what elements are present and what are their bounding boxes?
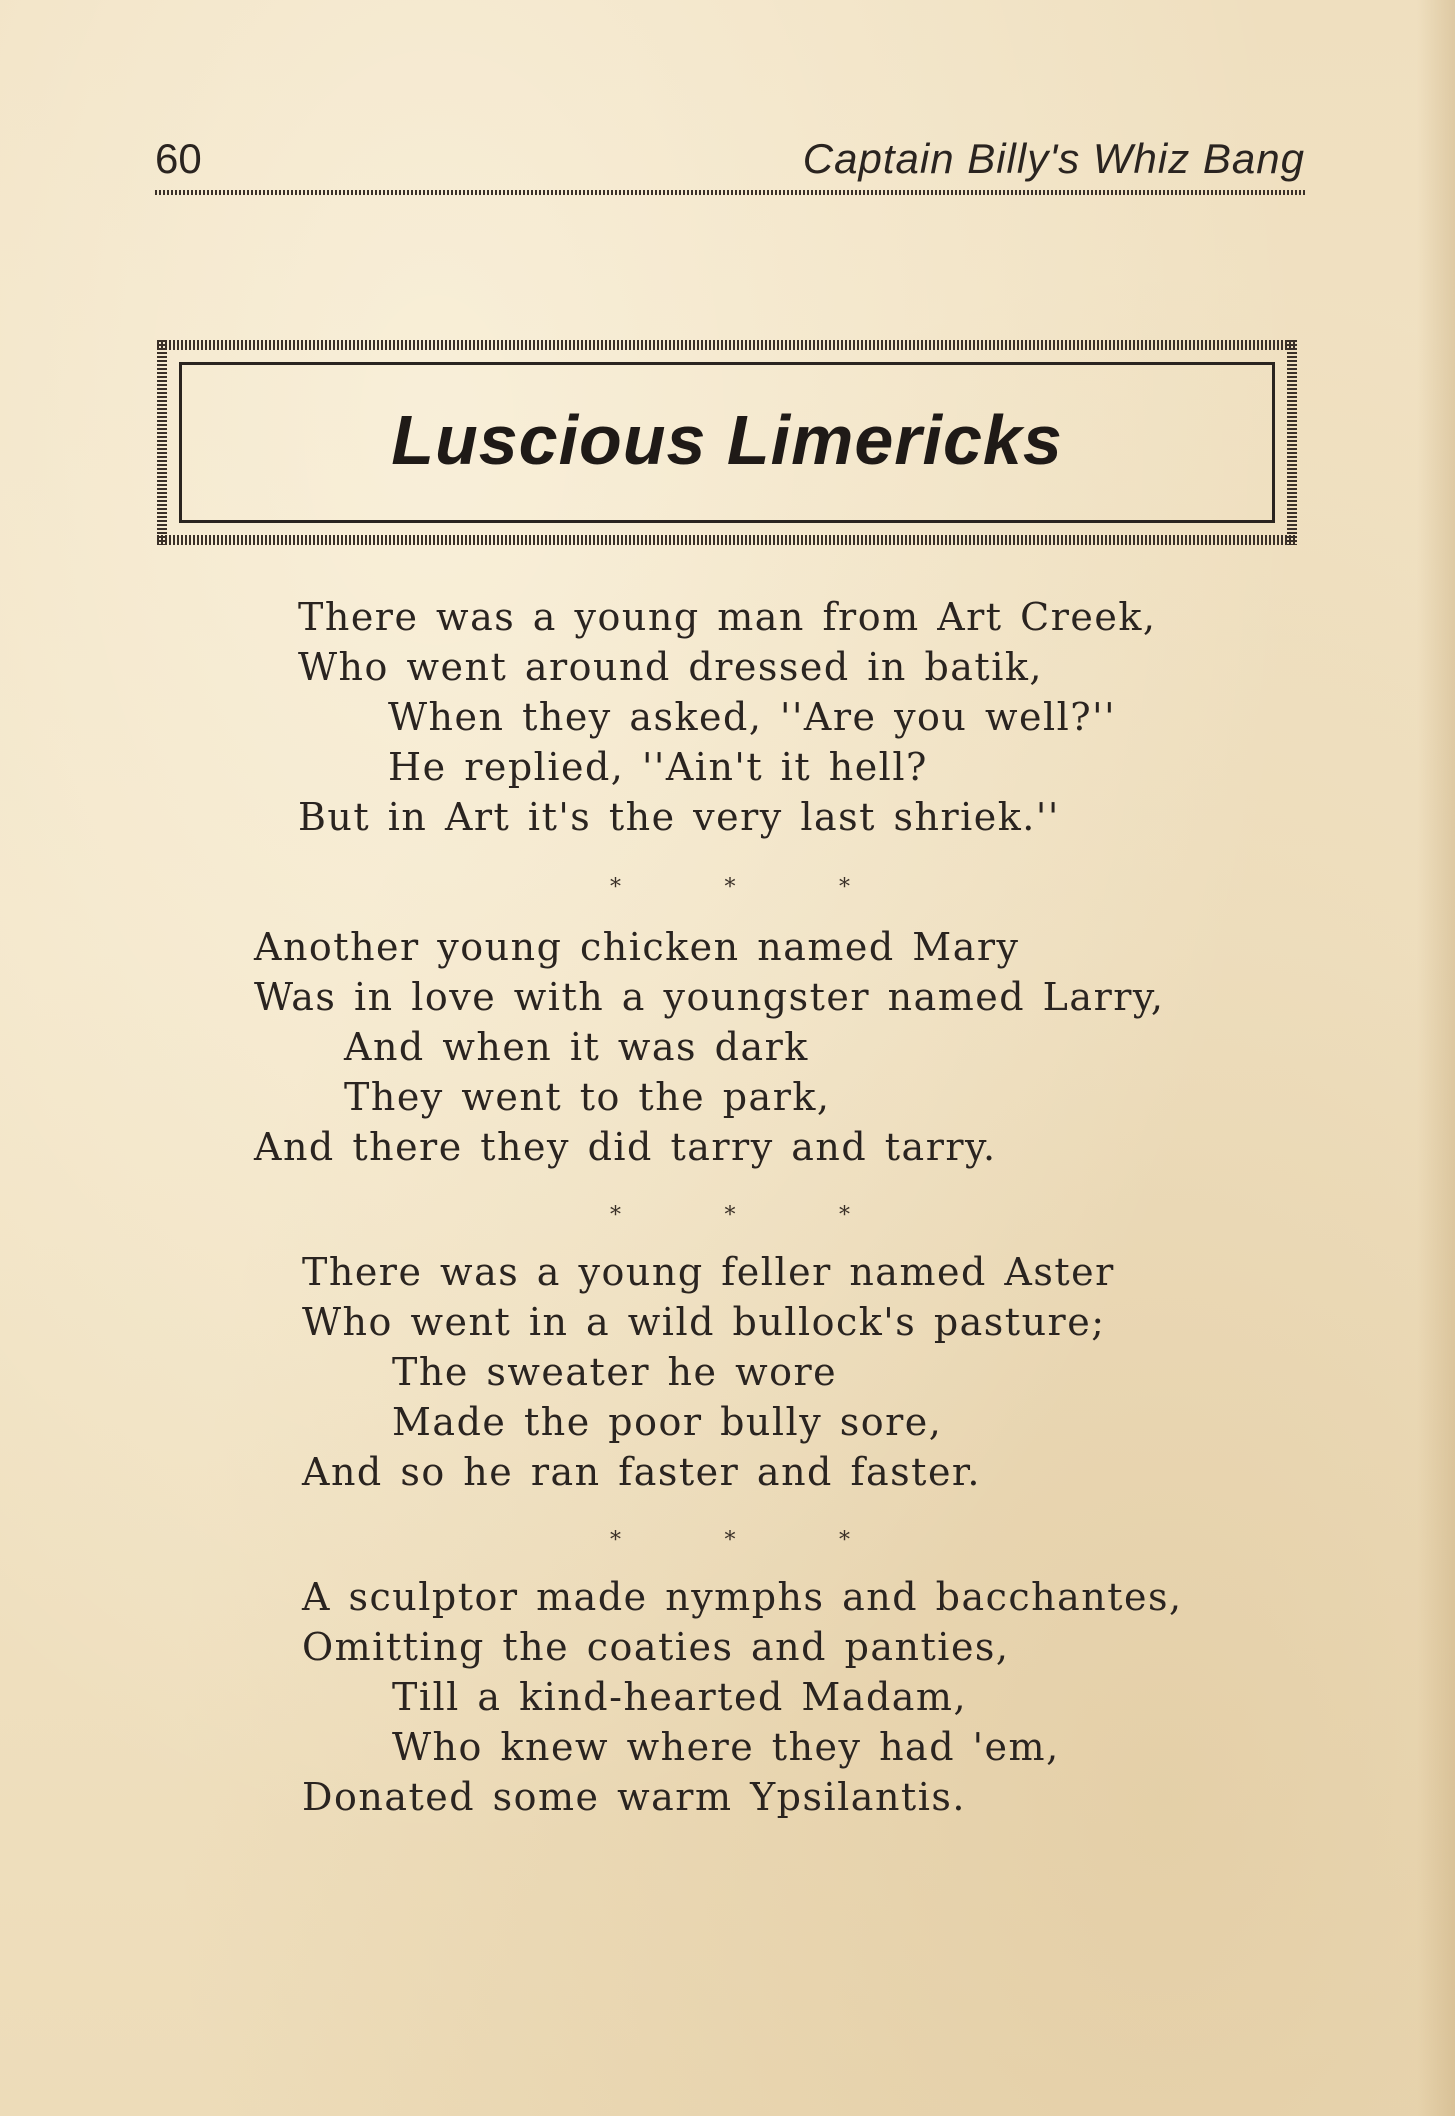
separator-asterisks <box>610 1203 850 1228</box>
poem-line: There was a young man from Art Creek, <box>298 595 1157 639</box>
poem-line: Who went in a wild bullock's pasture; <box>302 1300 1106 1344</box>
poem-line: But in Art it's the very last shriek.'' <box>298 795 1060 839</box>
poem-line: A sculptor made nymphs and bacchantes, <box>302 1575 1183 1619</box>
poem-line: They went to the park, <box>344 1075 831 1119</box>
asterisk: * <box>839 1528 850 1553</box>
poem-line: Omitting the coaties and panties, <box>302 1625 1010 1669</box>
poem-line: Was in love with a youngster named Larry, <box>254 975 1165 1019</box>
poem-line: Till a kind-hearted Madam, <box>392 1675 968 1719</box>
separator-asterisks <box>610 1528 850 1553</box>
asterisk: * <box>610 1528 621 1553</box>
poem-line: And there they did tarry and tarry. <box>254 1125 997 1169</box>
asterisk: * <box>610 1203 621 1228</box>
poem-line: When they asked, ''Are you well?'' <box>388 695 1117 739</box>
poem-line: He replied, ''Ain't it hell? <box>388 745 928 789</box>
header-rule <box>155 190 1305 195</box>
page-number: 60 <box>155 135 202 182</box>
poem-line: And so he ran faster and faster. <box>302 1450 981 1494</box>
asterisk: * <box>839 875 850 900</box>
poem-line: The sweater he wore <box>392 1350 838 1394</box>
separator-asterisks <box>610 875 850 900</box>
poem-line: Made the poor bully sore, <box>392 1400 943 1444</box>
asterisk: * <box>724 1528 736 1553</box>
asterisk: * <box>610 875 621 900</box>
running-title: Captain Billy's Whiz Bang <box>802 135 1305 182</box>
title-box-border-top <box>157 340 1297 350</box>
asterisk: * <box>839 1203 850 1228</box>
page-header <box>155 135 1305 195</box>
title-box <box>157 340 1297 545</box>
title-box-border-bottom <box>157 535 1297 545</box>
poem-line: Who went around dressed in batik, <box>298 645 1043 689</box>
page-edge-shadow <box>1417 0 1455 2116</box>
asterisk: * <box>724 1203 736 1228</box>
poem-line: Donated some warm Ypsilantis. <box>302 1775 966 1819</box>
poem-line: And when it was dark <box>344 1025 809 1069</box>
asterisk: * <box>724 875 736 900</box>
poem-line: There was a young feller named Aster <box>302 1250 1115 1294</box>
poem-line: Another young chicken named Mary <box>254 925 1020 969</box>
poem-line: Who knew where they had 'em, <box>392 1725 1060 1769</box>
section-title: Luscious Limericks <box>391 401 1063 479</box>
